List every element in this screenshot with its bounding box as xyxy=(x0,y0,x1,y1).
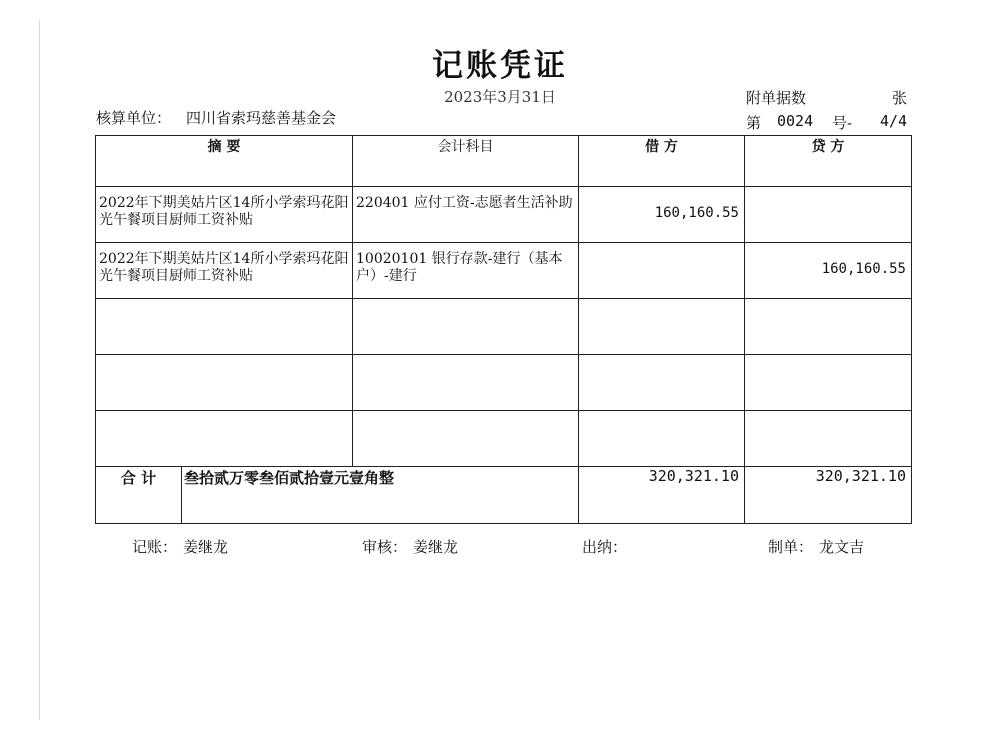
row-credit xyxy=(745,355,912,411)
header-debit: 借 方 xyxy=(579,136,745,187)
row-summary: 2022年下期美姑片区14所小学索玛花阳光午餐项目厨师工资补贴 xyxy=(96,243,353,299)
attachments-label: 附单据数 xyxy=(746,89,807,107)
row-account xyxy=(353,411,579,467)
table-row xyxy=(96,243,912,299)
row-account xyxy=(353,299,579,355)
total-credit: 320,321.10 xyxy=(745,467,912,524)
voucher-title: 记账凭证 xyxy=(432,48,568,84)
bookkeeper-label: 记账： xyxy=(132,538,178,556)
total-debit: 320,321.10 xyxy=(579,467,745,524)
row-credit: 160,160.55 xyxy=(745,243,912,299)
row-debit xyxy=(579,243,745,299)
total-label: 合 计 xyxy=(96,467,182,524)
voucher-no: 0024 xyxy=(777,112,814,130)
row-credit xyxy=(745,187,912,243)
unit-name: 四川省索玛慈善基金会 xyxy=(186,109,337,127)
total-row xyxy=(96,467,912,524)
total-amount-in-words: 叁拾贰万零叁佰贰拾壹元壹角整 xyxy=(182,467,579,524)
header-credit: 贷 方 xyxy=(745,136,912,187)
voucher-date: 2023年3月31日 xyxy=(444,88,556,106)
row-account: 10020101 银行存款-建行（基本户）-建行 xyxy=(353,243,579,299)
table-row xyxy=(96,355,912,411)
row-account xyxy=(353,355,579,411)
row-account: 220401 应付工资-志愿者生活补助 xyxy=(353,187,579,243)
row-summary xyxy=(96,299,353,355)
table-row xyxy=(96,299,912,355)
row-debit xyxy=(579,411,745,467)
row-summary xyxy=(96,355,353,411)
table-row xyxy=(96,411,912,467)
header-account: 会计科目 xyxy=(353,136,579,187)
row-debit: 160,160.55 xyxy=(579,187,745,243)
reviewer-name: 姜继龙 xyxy=(413,538,459,556)
row-credit xyxy=(745,299,912,355)
attachments-unit: 张 xyxy=(892,89,908,107)
voucher-no-prefix: 第 xyxy=(746,114,762,132)
table-row xyxy=(96,187,912,243)
preparer-label: 制单： xyxy=(768,538,814,556)
row-summary xyxy=(96,411,353,467)
row-debit xyxy=(579,299,745,355)
reviewer-label: 审核： xyxy=(362,538,408,556)
scan-edge-line xyxy=(39,20,40,720)
table-header-row xyxy=(96,136,912,187)
bookkeeper-name: 姜继龙 xyxy=(183,538,229,556)
voucher-page: 4/4 xyxy=(880,112,908,130)
row-credit xyxy=(745,411,912,467)
row-debit xyxy=(579,355,745,411)
voucher-table xyxy=(95,135,912,524)
voucher-no-suffix: 号- xyxy=(832,114,853,132)
preparer-name: 龙文吉 xyxy=(819,538,865,556)
cashier-label: 出纳： xyxy=(582,538,628,556)
unit-label: 核算单位： xyxy=(96,109,172,127)
header-summary: 摘 要 xyxy=(96,136,353,187)
row-summary: 2022年下期美姑片区14所小学索玛花阳光午餐项目厨师工资补贴 xyxy=(96,187,353,243)
